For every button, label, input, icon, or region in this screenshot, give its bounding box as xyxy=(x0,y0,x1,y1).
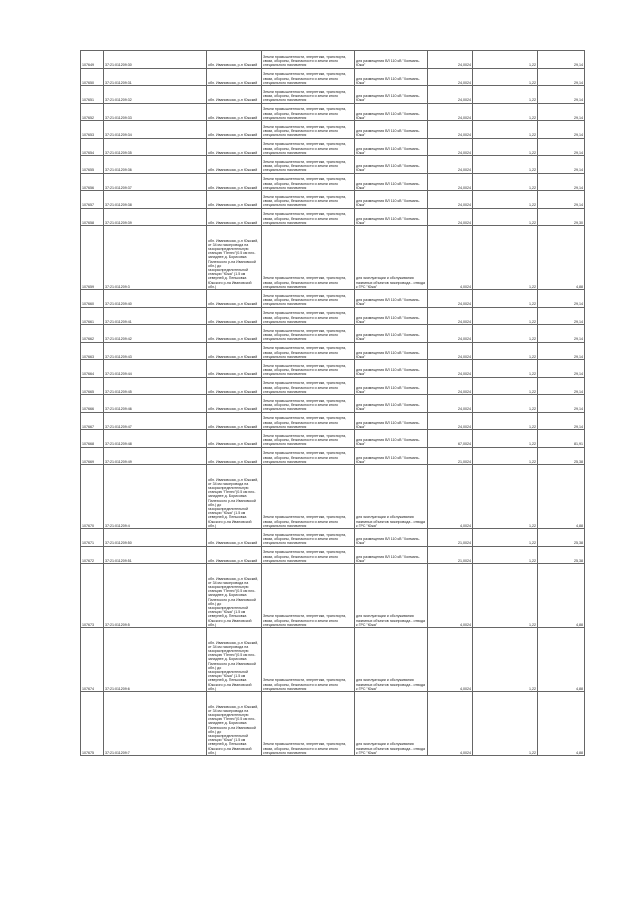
address-cell: обл. Ивановская, р-н Южский, от 34 км газопровода на газораспределительную станцию "Пелес"(0.5 км юго-западнее д. Борисовка Палехского р-на Ивановской обл.) до газораспределительной станции "Южа" (1.5 км северней д. Пеньковка Южского р-на Ивановской обл.) xyxy=(207,226,262,290)
sum-cell: 29,14 xyxy=(538,103,585,121)
permitted-use-cell: для размещения ВЛ 110 кВ "Холмань-Южа" xyxy=(355,377,428,395)
permitted-use-cell: для эксплуатации и обслуживания наземных объектов газопровода - отвода к ГРС "Южа" xyxy=(355,692,428,756)
table-row xyxy=(81,430,585,448)
permitted-use-cell: для размещения ВЛ 110 кВ "Холмань-Южа" xyxy=(355,395,428,413)
rate-cell: 1,22 xyxy=(473,86,538,104)
cadastral-number-cell: 37:21:011209:43 xyxy=(104,342,207,360)
sum-cell: 29,14 xyxy=(538,156,585,174)
area-cell: 21,0024 xyxy=(428,447,473,465)
record-id-cell: 107672 xyxy=(81,546,104,564)
land-category-cell: Земли промышленности, энергетики, транспорта, связи, обороны, безопасности и земли иного специального назначения xyxy=(262,360,355,378)
table-row xyxy=(81,447,585,465)
land-category-cell: Земли промышленности, энергетики, транспорта, связи, обороны, безопасности и земли иного специального назначения xyxy=(262,103,355,121)
cadastral-number-cell: 37:21:011209:37 xyxy=(104,173,207,191)
record-id-cell: 107655 xyxy=(81,156,104,174)
address-cell: обл. Ивановская, р-н Южский xyxy=(207,430,262,448)
permitted-use-cell: для размещения ВЛ 110 кВ "Холмань-Южа" xyxy=(355,191,428,209)
land-category-cell: Земли промышленности, энергетики, транспорта, связи, обороны, безопасности и земли иного специального назначения xyxy=(262,51,355,69)
table-row xyxy=(81,377,585,395)
sum-cell: 29,14 xyxy=(538,68,585,86)
record-id-cell: 107674 xyxy=(81,628,104,692)
area-cell: 4,0024 xyxy=(428,692,473,756)
land-category-cell: Земли промышленности, энергетики, транспорта, связи, обороны, безопасности и земли иного специального назначения xyxy=(262,412,355,430)
address-cell: обл. Ивановская, р-н Южский xyxy=(207,412,262,430)
sum-cell: 25,38 xyxy=(538,529,585,547)
address-cell: обл. Ивановская, р-н Южский, от 34 км газопровода на газораспределительную станцию "Пелес"(0.5 км юго-западнее д. Борисовка Палехского р-на Ивановской обл.) до газораспределительной станции "Южа" (1.5 км северней д. Пеньковка Южского р-на Ивановской обл.) xyxy=(207,628,262,692)
cadastral-number-cell: 37:21:011209:6 xyxy=(104,628,207,692)
address-cell: обл. Ивановская, р-н Южский xyxy=(207,447,262,465)
table-row xyxy=(81,628,585,692)
address-cell: обл. Ивановская, р-н Южский xyxy=(207,51,262,69)
cadastral-number-cell: 37:21:011209:35 xyxy=(104,138,207,156)
rate-cell: 1,22 xyxy=(473,325,538,343)
land-category-cell: Земли промышленности, энергетики, транспорта, связи, обороны, безопасности и земли иного специального назначения xyxy=(262,156,355,174)
land-category-cell: Земли промышленности, энергетики, транспорта, связи, обороны, безопасности и земли иного специального назначения xyxy=(262,290,355,308)
area-cell: 24,0024 xyxy=(428,138,473,156)
sum-cell: 29,14 xyxy=(538,307,585,325)
area-cell: 24,0024 xyxy=(428,342,473,360)
sum-cell: 29,14 xyxy=(538,191,585,209)
record-id-cell: 107652 xyxy=(81,103,104,121)
cadastral-number-cell: 37:21:011209:51 xyxy=(104,546,207,564)
address-cell: обл. Ивановская, р-н Южский xyxy=(207,191,262,209)
record-id-cell: 107670 xyxy=(81,465,104,529)
address-cell: обл. Ивановская, р-н Южский xyxy=(207,307,262,325)
area-cell: 24,0024 xyxy=(428,173,473,191)
cadastral-number-cell: 37:21:011209:4 xyxy=(104,465,207,529)
land-category-cell: Земли промышленности, энергетики, транспорта, связи, обороны, безопасности и земли иного специального назначения xyxy=(262,191,355,209)
record-id-cell: 107649 xyxy=(81,51,104,69)
permitted-use-cell: для размещения ВЛ 110 кВ "Холмань-Южа" xyxy=(355,290,428,308)
address-cell: обл. Ивановская, р-н Южский xyxy=(207,103,262,121)
land-category-cell: Земли промышленности, энергетики, транспорта, связи, обороны, безопасности и земли иного специального назначения xyxy=(262,325,355,343)
permitted-use-cell: для эксплуатации и обслуживания наземных объектов газопровода - отвода к ГРС "Южа" xyxy=(355,465,428,529)
table-row xyxy=(81,226,585,290)
rate-cell: 1,22 xyxy=(473,173,538,191)
area-cell: 24,0024 xyxy=(428,191,473,209)
cadastral-number-cell: 37:21:011209:34 xyxy=(104,121,207,139)
table-row xyxy=(81,325,585,343)
cadastral-number-cell: 37:21:011209:36 xyxy=(104,156,207,174)
table-row xyxy=(81,342,585,360)
record-id-cell: 107654 xyxy=(81,138,104,156)
record-id-cell: 107661 xyxy=(81,307,104,325)
table-row xyxy=(81,156,585,174)
area-cell: 24,0024 xyxy=(428,325,473,343)
address-cell: обл. Ивановская, р-н Южский xyxy=(207,325,262,343)
record-id-cell: 107668 xyxy=(81,430,104,448)
table-row xyxy=(81,546,585,564)
land-category-cell: Земли промышленности, энергетики, транспорта, связи, обороны, безопасности и земли иного специального назначения xyxy=(262,342,355,360)
permitted-use-cell: для эксплуатации и обслуживания наземных объектов газопровода - отвода к ГРС "Южа" xyxy=(355,628,428,692)
cadastral-number-cell: 37:21:011209:45 xyxy=(104,377,207,395)
record-id-cell: 107659 xyxy=(81,226,104,290)
address-cell: обл. Ивановская, р-н Южский xyxy=(207,395,262,413)
permitted-use-cell: для размещения ВЛ 110 кВ "Холмань-Южа" xyxy=(355,138,428,156)
sum-cell: 29,14 xyxy=(538,290,585,308)
land-category-cell: Земли промышленности, энергетики, транспорта, связи, обороны, безопасности и земли иного специального назначения xyxy=(262,692,355,756)
land-category-cell: Земли промышленности, энергетики, транспорта, связи, обороны, безопасности и земли иного специального назначения xyxy=(262,68,355,86)
record-id-cell: 107660 xyxy=(81,290,104,308)
area-cell: 24,0024 xyxy=(428,86,473,104)
rate-cell: 1,22 xyxy=(473,395,538,413)
record-id-cell: 107664 xyxy=(81,360,104,378)
record-id-cell: 107666 xyxy=(81,395,104,413)
sum-cell: 81,91 xyxy=(538,430,585,448)
register-sheet xyxy=(80,50,583,858)
permitted-use-cell: для размещения ВЛ 110 кВ "Холмань-Южа" xyxy=(355,68,428,86)
cadastral-number-cell: 37:21:011209:5 xyxy=(104,564,207,628)
rate-cell: 1,22 xyxy=(473,546,538,564)
table-row xyxy=(81,564,585,628)
cadastral-number-cell: 37:21:011209:46 xyxy=(104,395,207,413)
sum-cell: 29,14 xyxy=(538,360,585,378)
permitted-use-cell: для размещения ВЛ 110 кВ "Холмань-Южа" xyxy=(355,208,428,226)
permitted-use-cell: для размещения ВЛ 110 кВ "Холмань-Южа" xyxy=(355,103,428,121)
permitted-use-cell: для размещения ВЛ 110 кВ "Холмань-Южа" xyxy=(355,529,428,547)
land-category-cell: Земли промышленности, энергетики, транспорта, связи, обороны, безопасности и земли иного специального назначения xyxy=(262,546,355,564)
address-cell: обл. Ивановская, р-н Южский xyxy=(207,360,262,378)
address-cell: обл. Ивановская, р-н Южский xyxy=(207,121,262,139)
parcels-table xyxy=(80,50,585,756)
land-category-cell: Земли промышленности, энергетики, транспорта, связи, обороны, безопасности и земли иного специального назначения xyxy=(262,208,355,226)
table-row xyxy=(81,208,585,226)
table-row xyxy=(81,395,585,413)
table-row xyxy=(81,68,585,86)
sum-cell: 29,14 xyxy=(538,138,585,156)
rate-cell: 1,22 xyxy=(473,430,538,448)
area-cell: 67,0024 xyxy=(428,430,473,448)
rate-cell: 1,22 xyxy=(473,68,538,86)
sum-cell: 29,14 xyxy=(538,173,585,191)
address-cell: обл. Ивановская, р-н Южский xyxy=(207,208,262,226)
permitted-use-cell: для размещения ВЛ 110 кВ "Холмань-Южа" xyxy=(355,447,428,465)
area-cell: 21,0024 xyxy=(428,546,473,564)
cadastral-number-cell: 37:21:011209:50 xyxy=(104,529,207,547)
cadastral-number-cell: 37:21:011209:7 xyxy=(104,692,207,756)
cadastral-number-cell: 37:21:011209:49 xyxy=(104,447,207,465)
table-row xyxy=(81,692,585,756)
permitted-use-cell: для размещения ВЛ 110 кВ "Холмань-Южа" xyxy=(355,360,428,378)
address-cell: обл. Ивановская, р-н Южский, от 34 км газопровода на газораспределительную станцию "Пелес"(0.5 км юго-западнее д. Борисовка Палехского р-на Ивановской обл.) до газораспределительной станции "Южа" (1.5 км северней д. Пеньковка Южского р-на Ивановской обл.) xyxy=(207,564,262,628)
area-cell: 24,0024 xyxy=(428,307,473,325)
address-cell: обл. Ивановская, р-н Южский xyxy=(207,68,262,86)
record-id-cell: 107673 xyxy=(81,564,104,628)
sum-cell: 29,14 xyxy=(538,395,585,413)
rate-cell: 1,22 xyxy=(473,692,538,756)
table-row xyxy=(81,121,585,139)
record-id-cell: 107669 xyxy=(81,447,104,465)
table-row xyxy=(81,86,585,104)
rate-cell: 1,22 xyxy=(473,226,538,290)
address-cell: обл. Ивановская, р-н Южский xyxy=(207,377,262,395)
record-id-cell: 107675 xyxy=(81,692,104,756)
land-category-cell: Земли промышленности, энергетики, транспорта, связи, обороны, безопасности и земли иного специального назначения xyxy=(262,628,355,692)
record-id-cell: 107665 xyxy=(81,377,104,395)
record-id-cell: 107671 xyxy=(81,529,104,547)
land-category-cell: Земли промышленности, энергетики, транспорта, связи, обороны, безопасности и земли иного специального назначения xyxy=(262,86,355,104)
address-cell: обл. Ивановская, р-н Южский xyxy=(207,546,262,564)
rate-cell: 1,22 xyxy=(473,156,538,174)
permitted-use-cell: для размещения ВЛ 110 кВ "Холмань-Южа" xyxy=(355,121,428,139)
rate-cell: 1,22 xyxy=(473,447,538,465)
area-cell: 24,0024 xyxy=(428,51,473,69)
table-row xyxy=(81,360,585,378)
permitted-use-cell: для размещения ВЛ 110 кВ "Холмань-Южа" xyxy=(355,325,428,343)
table-row xyxy=(81,103,585,121)
land-category-cell: Земли промышленности, энергетики, транспорта, связи, обороны, безопасности и земли иного специального назначения xyxy=(262,226,355,290)
address-cell: обл. Ивановская, р-н Южский xyxy=(207,173,262,191)
table-row xyxy=(81,51,585,69)
land-category-cell: Земли промышленности, энергетики, транспорта, связи, обороны, безопасности и земли иного специального назначения xyxy=(262,121,355,139)
area-cell: 24,0024 xyxy=(428,360,473,378)
permitted-use-cell: для размещения ВЛ 110 кВ "Холмань-Южа" xyxy=(355,86,428,104)
table-row xyxy=(81,465,585,529)
rate-cell: 1,22 xyxy=(473,103,538,121)
rate-cell: 1,22 xyxy=(473,360,538,378)
land-category-cell: Земли промышленности, энергетики, транспорта, связи, обороны, безопасности и земли иного специального назначения xyxy=(262,529,355,547)
sum-cell: 29,14 xyxy=(538,51,585,69)
rate-cell: 1,22 xyxy=(473,342,538,360)
address-cell: обл. Ивановская, р-н Южский, от 34 км газопровода на газораспределительную станцию "Пелес"(0.5 км юго-западнее д. Борисовка Палехского р-на Ивановской обл.) до газораспределительной станции "Южа" (1.5 км северней д. Пеньковка Южского р-на Ивановской обл.) xyxy=(207,465,262,529)
cadastral-number-cell: 37:21:011209:31 xyxy=(104,68,207,86)
rate-cell: 1,22 xyxy=(473,191,538,209)
cadastral-number-cell: 37:21:011209:32 xyxy=(104,86,207,104)
area-cell: 24,0024 xyxy=(428,68,473,86)
permitted-use-cell: для эксплуатации и обслуживания наземных объектов газопровода - отвода к ГРС "Южа" xyxy=(355,226,428,290)
permitted-use-cell: для размещения ВЛ 110 кВ "Холмань-Южа" xyxy=(355,412,428,430)
sum-cell: 29,30 xyxy=(538,208,585,226)
cadastral-number-cell: 37:21:011209:42 xyxy=(104,325,207,343)
rate-cell: 1,22 xyxy=(473,51,538,69)
rate-cell: 1,22 xyxy=(473,465,538,529)
land-category-cell: Земли промышленности, энергетики, транспорта, связи, обороны, безопасности и земли иного специального назначения xyxy=(262,377,355,395)
area-cell: 24,0024 xyxy=(428,377,473,395)
land-category-cell: Земли промышленности, энергетики, транспорта, связи, обороны, безопасности и земли иного специального назначения xyxy=(262,465,355,529)
cadastral-number-cell: 37:21:011209:38 xyxy=(104,191,207,209)
permitted-use-cell: для размещения ВЛ 110 кВ "Холмань-Южа" xyxy=(355,546,428,564)
area-cell: 4,0024 xyxy=(428,465,473,529)
record-id-cell: 107651 xyxy=(81,86,104,104)
table-row xyxy=(81,191,585,209)
land-category-cell: Земли промышленности, энергетики, транспорта, связи, обороны, безопасности и земли иного специального назначения xyxy=(262,395,355,413)
cadastral-number-cell: 37:21:011209:3 xyxy=(104,226,207,290)
rate-cell: 1,22 xyxy=(473,628,538,692)
sum-cell: 25,38 xyxy=(538,447,585,465)
sum-cell: 4,88 xyxy=(538,692,585,756)
sum-cell: 29,14 xyxy=(538,342,585,360)
area-cell: 24,0024 xyxy=(428,290,473,308)
address-cell: обл. Ивановская, р-н Южский xyxy=(207,138,262,156)
land-category-cell: Земли промышленности, энергетики, транспорта, связи, обороны, безопасности и земли иного специального назначения xyxy=(262,447,355,465)
area-cell: 24,0024 xyxy=(428,395,473,413)
cadastral-number-cell: 37:21:011209:40 xyxy=(104,290,207,308)
address-cell: обл. Ивановская, р-н Южский xyxy=(207,156,262,174)
permitted-use-cell: для размещения ВЛ 110 кВ "Холмань-Южа" xyxy=(355,156,428,174)
rate-cell: 1,22 xyxy=(473,208,538,226)
record-id-cell: 107658 xyxy=(81,208,104,226)
table-row xyxy=(81,138,585,156)
sum-cell: 4,88 xyxy=(538,226,585,290)
sum-cell: 29,14 xyxy=(538,121,585,139)
permitted-use-cell: для размещения ВЛ 110 кВ "Холмань-Южа" xyxy=(355,307,428,325)
sum-cell: 4,88 xyxy=(538,564,585,628)
rate-cell: 1,22 xyxy=(473,564,538,628)
area-cell: 21,0024 xyxy=(428,529,473,547)
land-category-cell: Земли промышленности, энергетики, транспорта, связи, обороны, безопасности и земли иного специального назначения xyxy=(262,564,355,628)
table-row xyxy=(81,173,585,191)
permitted-use-cell: для размещения ВЛ 110 кВ "Холмань-Южа" xyxy=(355,173,428,191)
rate-cell: 1,22 xyxy=(473,377,538,395)
sum-cell: 29,14 xyxy=(538,377,585,395)
area-cell: 24,0024 xyxy=(428,412,473,430)
permitted-use-cell: для размещения ВЛ 110 кВ "Холмань-Южа" xyxy=(355,51,428,69)
area-cell: 24,0024 xyxy=(428,156,473,174)
record-id-cell: 107662 xyxy=(81,325,104,343)
cadastral-number-cell: 37:21:011209:47 xyxy=(104,412,207,430)
cadastral-number-cell: 37:21:011209:39 xyxy=(104,208,207,226)
address-cell: обл. Ивановская, р-н Южский xyxy=(207,290,262,308)
cadastral-number-cell: 37:21:011209:30 xyxy=(104,51,207,69)
sum-cell: 29,14 xyxy=(538,86,585,104)
rate-cell: 1,22 xyxy=(473,121,538,139)
land-category-cell: Земли промышленности, энергетики, транспорта, связи, обороны, безопасности и земли иного специального назначения xyxy=(262,307,355,325)
land-category-cell: Земли промышленности, энергетики, транспорта, связи, обороны, безопасности и земли иного специального назначения xyxy=(262,173,355,191)
address-cell: обл. Ивановская, р-н Южский xyxy=(207,86,262,104)
rate-cell: 1,22 xyxy=(473,138,538,156)
sum-cell: 25,38 xyxy=(538,546,585,564)
cadastral-number-cell: 37:21:011209:33 xyxy=(104,103,207,121)
record-id-cell: 107667 xyxy=(81,412,104,430)
sum-cell: 29,14 xyxy=(538,325,585,343)
table-row xyxy=(81,412,585,430)
record-id-cell: 107663 xyxy=(81,342,104,360)
cadastral-number-cell: 37:21:011209:48 xyxy=(104,430,207,448)
address-cell: обл. Ивановская, р-н Южский xyxy=(207,342,262,360)
area-cell: 24,0024 xyxy=(428,121,473,139)
area-cell: 4,0024 xyxy=(428,628,473,692)
area-cell: 24,0024 xyxy=(428,208,473,226)
sum-cell: 29,14 xyxy=(538,412,585,430)
table-row xyxy=(81,290,585,308)
table-row xyxy=(81,307,585,325)
land-category-cell: Земли промышленности, энергетики, транспорта, связи, обороны, безопасности и земли иного специального назначения xyxy=(262,138,355,156)
record-id-cell: 107656 xyxy=(81,173,104,191)
record-id-cell: 107650 xyxy=(81,68,104,86)
sum-cell: 4,88 xyxy=(538,465,585,529)
area-cell: 4,0024 xyxy=(428,564,473,628)
area-cell: 24,0024 xyxy=(428,103,473,121)
address-cell: обл. Ивановская, р-н Южский, от 34 км газопровода на газораспределительную станцию "Пелес"(0.5 км юго-западнее д. Борисовка Палехского р-на Ивановской обл.) до газораспределительной станции "Южа" (1.5 км северней д. Пеньковка Южского р-на Ивановской обл.) xyxy=(207,692,262,756)
rate-cell: 1,22 xyxy=(473,290,538,308)
address-cell: обл. Ивановская, р-н Южский xyxy=(207,529,262,547)
sum-cell: 4,88 xyxy=(538,628,585,692)
table-row xyxy=(81,529,585,547)
land-category-cell: Земли промышленности, энергетики, транспорта, связи, обороны, безопасности и земли иного специального назначения xyxy=(262,430,355,448)
rate-cell: 1,22 xyxy=(473,412,538,430)
area-cell: 4,0024 xyxy=(428,226,473,290)
permitted-use-cell: для эксплуатации и обслуживания наземных объектов газопровода - отвода к ГРС "Южа" xyxy=(355,564,428,628)
parcels-table-body xyxy=(81,51,585,756)
record-id-cell: 107657 xyxy=(81,191,104,209)
record-id-cell: 107653 xyxy=(81,121,104,139)
cadastral-number-cell: 37:21:011209:41 xyxy=(104,307,207,325)
rate-cell: 1,22 xyxy=(473,307,538,325)
rate-cell: 1,22 xyxy=(473,529,538,547)
permitted-use-cell: для размещения ВЛ 110 кВ "Холмань-Южа" xyxy=(355,430,428,448)
permitted-use-cell: для размещения ВЛ 110 кВ "Холмань-Южа" xyxy=(355,342,428,360)
cadastral-number-cell: 37:21:011209:44 xyxy=(104,360,207,378)
